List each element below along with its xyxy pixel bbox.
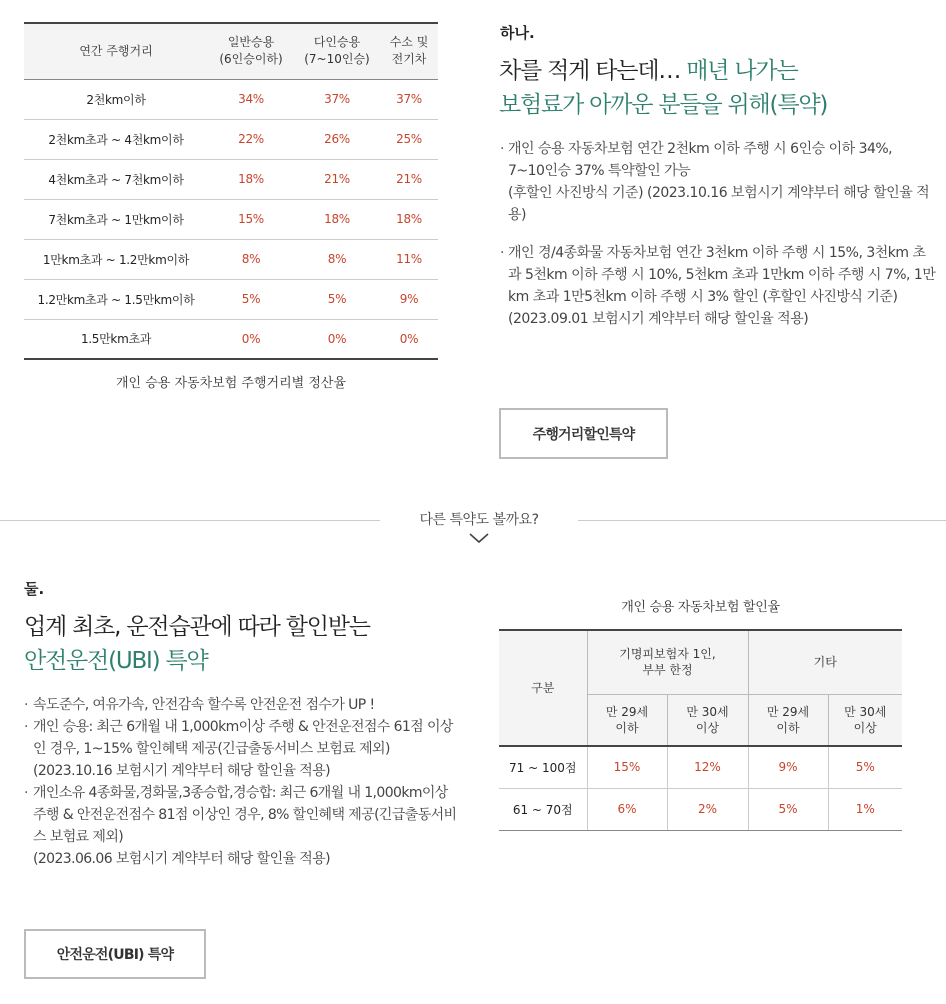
table-row — [24, 319, 438, 359]
distance-cell: 1.5만km초과 — [24, 319, 208, 359]
rate-cell: 0% — [380, 319, 438, 359]
more-riders-label[interactable]: 다른 특약도 볼까요? — [419, 512, 539, 528]
score-range-cell: 71 ~ 100점 — [499, 746, 587, 788]
title-accent-text: 보험료가 아까운 분들을 위해(특약) — [499, 92, 828, 118]
rate-cell: 2% — [667, 788, 748, 830]
table-row — [499, 746, 902, 788]
chevron-down-icon[interactable] — [468, 531, 490, 545]
rate-cell: 8% — [208, 239, 294, 279]
title-text: 차를 적게 타는데… — [499, 58, 687, 84]
header-other: 기타 — [748, 630, 902, 694]
header-age-under-29: 만 29세 이하 — [748, 694, 828, 746]
header-age-under-29: 만 29세 이하 — [587, 694, 667, 746]
rate-cell: 18% — [380, 199, 438, 239]
ubi-bullet-list — [24, 694, 464, 870]
table-row — [24, 119, 438, 159]
distance-cell: 2천km초과 ~ 4천km이하 — [24, 119, 208, 159]
table-row — [24, 279, 438, 319]
rate-cell: 37% — [294, 79, 380, 119]
rate-cell: 0% — [294, 319, 380, 359]
rate-cell: 22% — [208, 119, 294, 159]
table-row — [24, 79, 438, 119]
rate-cell: 21% — [380, 159, 438, 199]
rate-cell: 15% — [208, 199, 294, 239]
header-annual-distance: 연간 주행거리 — [24, 23, 208, 79]
rate-cell: 37% — [380, 79, 438, 119]
header-regular-car: 일반승용 (6인승이하) — [208, 23, 294, 79]
list-item: · 속도준수, 여유가속, 안전감속 할수록 안전운전 점수가 UP ! — [24, 694, 464, 716]
score-range-cell: 61 ~ 70점 — [499, 788, 587, 830]
distance-cell: 4천km초과 ~ 7천km이하 — [24, 159, 208, 199]
title-accent-text: 매년 나가는 — [686, 58, 798, 84]
rate-cell: 6% — [587, 788, 667, 830]
header-named-insured: 기명피보험자 1인, 부부 한정 — [587, 630, 748, 694]
table-header-row — [24, 23, 438, 79]
rate-cell: 5% — [208, 279, 294, 319]
rate-cell: 18% — [294, 199, 380, 239]
mileage-table-caption: 개인 승용 자동차보험 주행거리별 정산율 — [115, 376, 346, 391]
table-header-row — [499, 630, 902, 694]
distance-cell: 1만km초과 ~ 1.2만km이하 — [24, 239, 208, 279]
section-number-two: 둘. — [24, 580, 45, 598]
header-hydrogen-electric: 수소 및 전기차 — [380, 23, 438, 79]
distance-cell: 2천km이하 — [24, 79, 208, 119]
list-item: · 개인 승용: 최근 6개월 내 1,000km이상 주행 & 안전운전점수 61점 이상인 경우, 1~15% 할인혜택 제공(긴급출동서비스 보험료 제외) (2023.10.16 보험시기 계약부터 해당 할인율 적용) — [24, 716, 464, 782]
section-title-mileage — [499, 54, 827, 122]
divider-line-left — [0, 520, 380, 521]
rate-cell: 5% — [294, 279, 380, 319]
table-row — [24, 199, 438, 239]
rate-cell: 1% — [828, 788, 902, 830]
mileage-discount-button[interactable]: 주행거리할인특약 — [499, 408, 668, 459]
rate-cell: 11% — [380, 239, 438, 279]
list-item: · 개인 승용 자동차보험 연간 2천km 이하 주행 시 6인승 이하 34%, 7~10인승 37% 특약할인 가능 (후할인 사진방식 기준) (2023.10.16 보험시기 계약부터 해당 할인율 적용) — [500, 138, 938, 226]
rate-cell: 8% — [294, 239, 380, 279]
rate-cell: 5% — [828, 746, 902, 788]
divider-line-right — [578, 520, 946, 521]
title-accent-text: 안전운전(UBI) 특약 — [24, 648, 208, 674]
list-item: · 개인 경/4종화물 자동차보험 연간 3천km 이하 주행 시 15%, 3천km 초과 5천km 이하 주행 시 10%, 5천km 초과 1만km 이하 주행 시 7%, 1만km 초과 1만5천km 이하 주행 시 3% 할인 (후할인 사진방식 기준) (2023.09.01 보험시기 계약부터 해당 할인율 적용) — [500, 242, 938, 330]
rate-cell: 25% — [380, 119, 438, 159]
section-number-one: 하나. — [500, 24, 535, 42]
header-age-over-30: 만 30세 이상 — [828, 694, 902, 746]
list-item: · 개인소유 4종화물,경화물,3종승합,경승합: 최근 6개월 내 1,000km이상 주행 & 안전운전점수 81점 이상인 경우, 8% 할인혜택 제공(긴급출동서비스 보험료 제외) (2023.06.06 보험시기 계약부터 해당 할인율 적용) — [24, 782, 464, 870]
rate-cell: 9% — [380, 279, 438, 319]
rate-cell: 18% — [208, 159, 294, 199]
rate-cell: 34% — [208, 79, 294, 119]
ubi-rider-button[interactable]: 안전운전(UBI) 특약 — [24, 929, 206, 979]
table-row — [24, 239, 438, 279]
header-age-over-30: 만 30세 이상 — [667, 694, 748, 746]
rate-cell: 12% — [667, 746, 748, 788]
rate-cell: 9% — [748, 746, 828, 788]
rate-cell: 15% — [587, 746, 667, 788]
rate-cell: 0% — [208, 319, 294, 359]
distance-cell: 7천km초과 ~ 1만km이하 — [24, 199, 208, 239]
ubi-discount-table — [499, 629, 902, 831]
header-category: 구분 — [499, 630, 587, 746]
table-row — [24, 159, 438, 199]
section-title-ubi — [24, 610, 370, 678]
distance-cell: 1.2만km초과 ~ 1.5만km이하 — [24, 279, 208, 319]
ubi-table-caption: 개인 승용 자동차보험 할인율 — [621, 600, 780, 615]
mileage-bullet-list — [500, 138, 938, 346]
table-row — [499, 788, 902, 830]
header-multi-seat-car: 다인승용 (7~10인승) — [294, 23, 380, 79]
title-text: 업계 최초, 운전습관에 따라 할인받는 — [24, 614, 370, 640]
mileage-discount-table — [24, 22, 438, 360]
rate-cell: 21% — [294, 159, 380, 199]
rate-cell: 5% — [748, 788, 828, 830]
rate-cell: 26% — [294, 119, 380, 159]
